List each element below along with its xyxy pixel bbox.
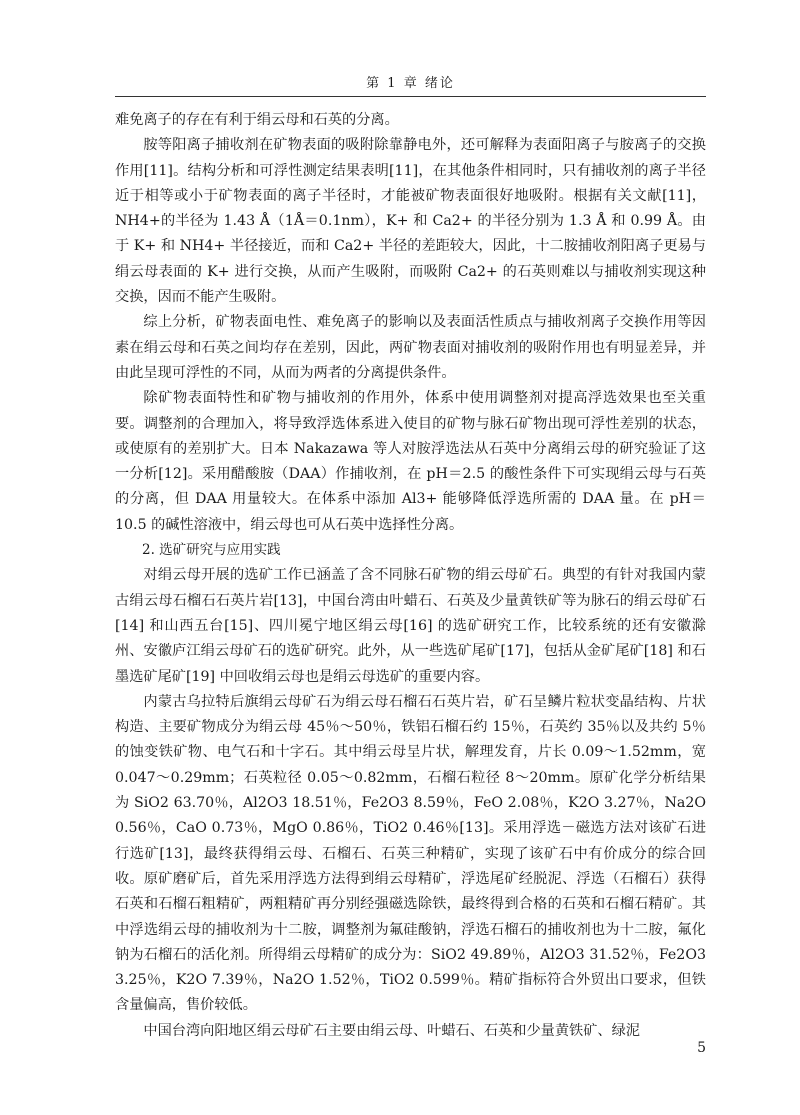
paragraph: 除矿物表面特性和矿物与捕收剂的作用外，体系中使用调整剂对提高浮选效果也至关重要。调整剂的合理加入，将导致浮选体系进入使目的矿物与脉石矿物出现可浮性差别的状态，或使原有的差别扩大。日本 Nakazawa 等人对胺浮选法从石英中分离绢云母的研究验证了这一分析[12]。采用醋酸胺（DAA）作捕收剂，在 pH＝2.5 的酸性条件下可实现绢云母与石英的分离，但 DAA 用量较大。在体系中添加 Al3+ 能够降低浮选所需的 DAA 量。在 pH＝10.5 的碱性溶液中，绢云母也可从石英中选择性分离。: [115, 390, 706, 533]
paragraph: 胺等阳离子捕收剂在矿物表面的吸附除靠静电外，还可解释为表面阳离子与胺离子的交换作用[11]。结构分析和可浮性测定结果表明[11]，在其他条件相同时，只有捕收剂的离子半径近于相等或小于矿物表面的离子半径时，才能被矿物表面很好地吸附。根据有关文献[11]，NH4+的半径为 1.43 Å（1Å＝0.1nm），K+ 和 Ca2+ 的半径分别为 1.3 Å 和 0.99 Å。由于 K+ 和 NH4+ 半径接近，而和 Ca2+ 半径的差距较大，因此，十二胺捕收剂阳离子更易与绢云母表面的 K+ 进行交换，从而产生吸附，而吸附 Ca2+ 的石英则难以与捕收剂实现这种交换，因而不能产生吸附。: [115, 137, 706, 306]
section-heading: 2. 选矿研究与应用实践: [142, 542, 281, 559]
running-header: 第 1 章 绪论: [366, 76, 455, 91]
page-body: [115, 108, 706, 1044]
paragraph: 中国台湾向阳地区绢云母矿石主要由绢云母、叶蜡石、石英和少量黄铁矿、绿泥: [143, 1022, 640, 1039]
paragraph: 内蒙古乌拉特后旗绢云母矿石为绢云母石榴石石英片岩，矿石呈鳞片粒状变晶结构、片状构造、主要矿物成分为绢云母 45％～50％，铁铝石榴石约 15％，石英约 35％以及共约 5％的蚀变铁矿物、电气石和十字石。其中绢云母呈片状，解理发育，片长 0.09～1.52mm，宽 0.047～0.29mm；石英粒径 0.05～0.82mm，石榴石粒径 8～20mm。原矿化学分析结果为 SiO2 63.70％，Al2O3 18.51％，Fe2O3 8.59％，FeO 2.08％，K2O 3.27％，Na2O 0.56％，CaO 0.73％，MgO 0.86％，TiO2 0.46％[13]。采用浮选－磁选方法对该矿石进行选矿[13]，最终获得绢云母、石榴石、石英三种精矿，实现了该矿石中有价成分的综合回收。原矿磨矿后，首先采用浮选方法得到绢云母精矿，浮选尾矿经脱泥、浮选（石榴石）获得石英和石榴石粗精矿，两粗精矿再分别经强磁选除铁，最终得到合格的石英和石榴石精矿。其中浮选绢云母的捕收剂为十二胺，调整剂为氟硅酸钠，浮选石榴石的捕收剂也为十二胺，氟化钠为石榴石的活化剂。所得绢云母精矿的成分为：SiO2 49.89％，Al2O3 31.52％，Fe2O3 3.25％，K2O 7.39％，Na2O 1.52％，TiO2 0.599％。精矿指标符合外贸出口要求，但铁含量偏高，售价较低。: [115, 693, 706, 1014]
paragraph: 难免离子的存在有利于绢云母和石英的分离。: [115, 112, 399, 128]
paragraph: 综上分析，矿物表面电性、难免离子的影响以及表面活性质点与捕收剂离子交换作用等因素在绢云母和石英之间均存在差别，因此，两矿物表面对捕收剂的吸附作用也有明显差异，并由此呈现可浮性的不同，从而为两者的分离提供条件。: [115, 314, 706, 381]
page-number: 5: [697, 1040, 706, 1056]
header-rule: [115, 96, 706, 97]
paragraph: 对绢云母开展的选矿工作已涵盖了含不同脉石矿物的绢云母矿石。典型的有针对我国内蒙古绢云母石榴石石英片岩[13]，中国台湾由叶蜡石、石英及少量黄铁矿等为脉石的绢云母矿石[14] 和山西五台[15]、四川冕宁地区绢云母[16] 的选矿研究工作，比较系统的还有安徽滁州、安徽庐江绢云母矿石的选矿研究。此外，从一些选矿尾矿[17]，包括从金矿尾矿[18] 和石墨选矿尾矿[19] 中回收绢云母也是绢云母选矿的重要内容。: [115, 567, 706, 685]
